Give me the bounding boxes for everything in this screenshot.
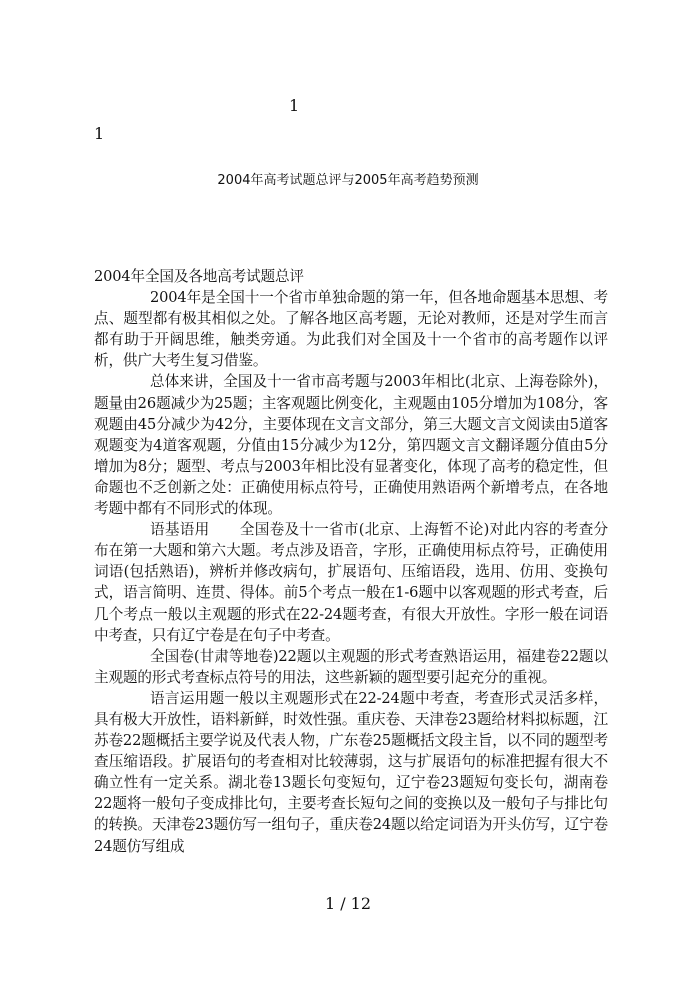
paragraph-national-paper: 全国卷(甘肃等地卷)22题以主观题的形式考查熟语运用，福建卷22题以主观题的形式考查标点符号的用法，这些新颖的题型要引起充分的重视。 bbox=[94, 647, 608, 686]
paragraph-overview: 总体来讲，全国及十一省市高考题与2003年相比(北京、上海卷除外)，题量由26题减少为25题；主客观题比例变化，主观题由105分增加为108分，客观题由45分减少为42分，主要体现在文言文部分，第三大题文言文阅读由5道客观题变为4道客观题，分值由15分减少为12分，第四题文言文翻译题分值由5分增加为8分；题型、考点与2003年相比没有显著变化，体现了高考的稳定性，但命题也不乏创新之处：正确使用标点符号，正确使用熟语两个新增考点，在各地考题中都有不同形式的体现。 bbox=[94, 373, 608, 518]
page-indicator: 1 / 12 bbox=[324, 894, 372, 913]
page-mark-top: 1 bbox=[289, 96, 300, 115]
document-body bbox=[94, 266, 608, 857]
page-mark-left: 1 bbox=[94, 124, 105, 143]
paragraph-intro: 2004年是全国十一个省市单独命题的第一年，但各地命题基本思想、考点、题型都有极其相似之处。了解各地区高考题，无论对教师，还是对学生而言都有助于开阔思维，触类旁通。为此我们对全国及十一个省市的高考题作以评析，供广大考生复习借鉴。 bbox=[94, 289, 608, 370]
paragraph-language-application: 语言运用题一般以主观题形式在22-24题中考查，考查形式灵活多样，具有极大开放性，语料新鲜，时效性强。重庆卷、天津卷23题给材料拟标题，江苏卷22题概括主要学说及代表人物，广东卷25题概括文段主旨，以不同的题型考查压缩语段。扩展语句的考查相对比较薄弱，这与扩展语句的标准把握有很大不确立性有一定关系。湖北卷13题长句变短句，辽宁卷23题短句变长句，湖南卷22题将一般句子变成排比句，主要考查长短句之间的变换以及一般句子与排比句的转换。天津卷23题仿写一组句子，重庆卷24题以给定词语为开头仿写，辽宁卷24题仿写组成 bbox=[94, 689, 608, 855]
section-heading: 2004年全国及各地高考试题总评 bbox=[94, 268, 304, 285]
document-title: 2004年高考试题总评与2005年高考趋势预测 bbox=[217, 173, 479, 188]
language-use-text: 全国卷及十一省市(北京、上海暂不论)对此内容的考查分布在第一大题和第六大题。考点涉及语音，字形，正确使用标点符号，正确使用词语(包括熟语)，辨析并修改病句，扩展语句、压缩语段，选用、仿用、变换句式，语言简明、连贯、得体。前5个考点一般在1-6题中以客观题的形式考查，后几个考点一般以主观题的形式在22-24题考查，有很大开放性。字形一般在词语中考查，只有辽宁卷是在句子中考查。 bbox=[94, 521, 608, 644]
language-use-label: 语基语用 bbox=[150, 521, 210, 539]
paragraph-language-use bbox=[94, 519, 608, 646]
